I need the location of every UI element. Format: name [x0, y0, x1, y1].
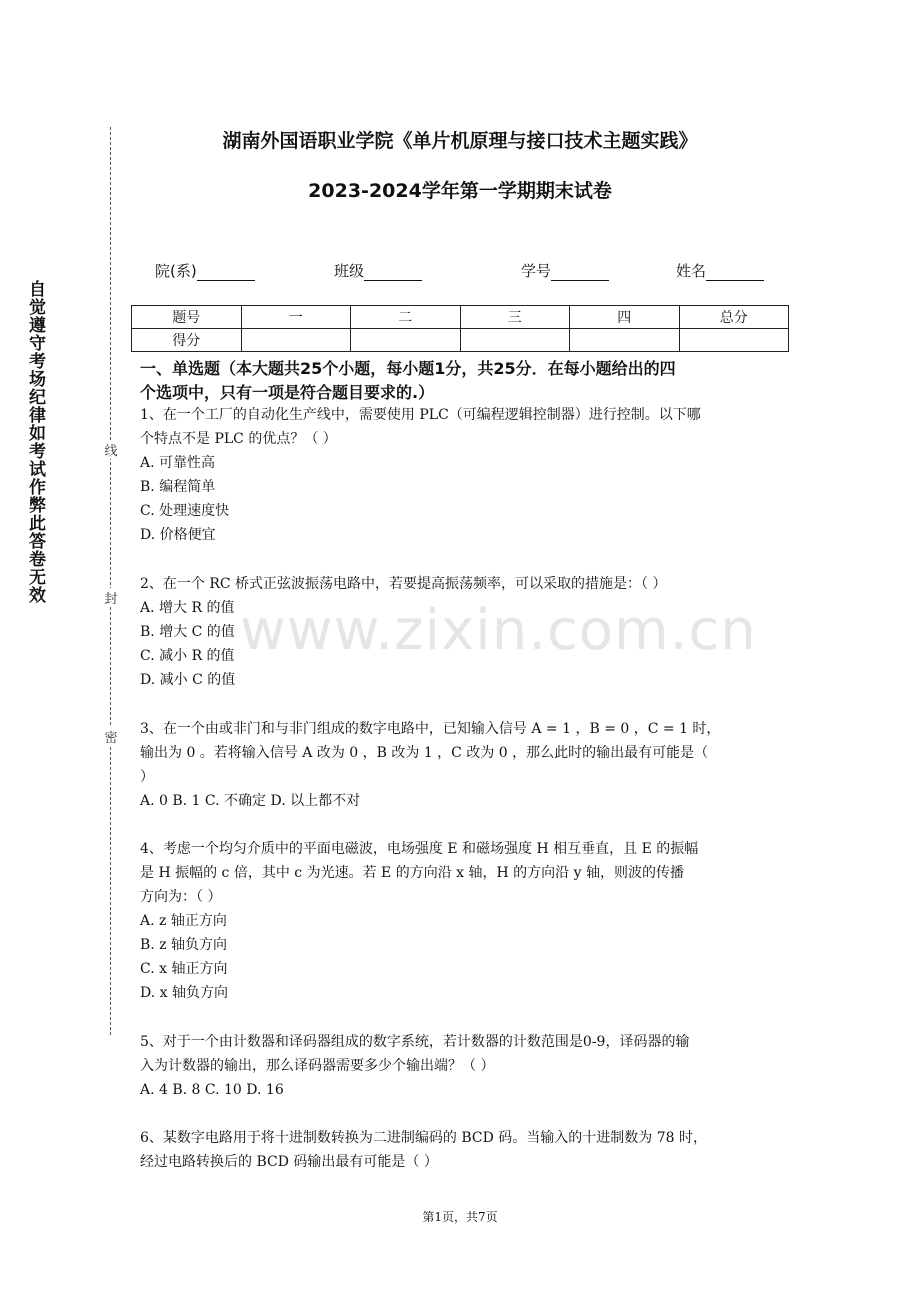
side-notice: 自觉遵守考场纪律如考试作弊此答卷无效 [25, 280, 45, 604]
question-text: 6、某数字电路用于将十进制数转换为二进制编码的 BCD 码。当输入的十进制数为 78 时， [140, 1130, 708, 1146]
name-label: 姓名 [676, 262, 707, 280]
score-header-cell: 一 [241, 306, 351, 329]
section1-heading-line2: 个选项中，只有一项是符合题目要求的.） [140, 383, 435, 402]
score-cell[interactable] [241, 329, 351, 352]
question-1 [140, 403, 800, 547]
binding-dashed-line [110, 127, 111, 1035]
class-label: 班级 [334, 262, 365, 280]
answer-option: A. 增大 R 的值 [140, 600, 235, 616]
answer-option: B. 编程简单 [140, 479, 216, 495]
question-text: 2、在一个 RC 桥式正弦波振荡电路中，若要提高振荡频率，可以采取的措施是：（ ） [140, 576, 667, 592]
name-blank[interactable] [706, 265, 764, 281]
score-header-cell: 三 [460, 306, 570, 329]
question-4 [140, 837, 800, 1005]
question-text: 入为计数器的输出，那么译码器需要多少个输出端？（ ） [140, 1058, 495, 1074]
score-header-cell: 题号 [132, 306, 242, 329]
question-text: 是 H 振幅的 c 倍，其中 c 为光速。若 E 的方向沿 x 轴，H 的方向沿 y 轴，则波的传播 [140, 865, 684, 881]
department-blank[interactable] [197, 265, 255, 281]
department-field[interactable] [155, 260, 255, 281]
score-header-cell: 总分 [679, 306, 789, 329]
seal-mark-line: 线 [101, 440, 121, 459]
section1-heading [140, 357, 785, 405]
question-text: 4、考虑一个均匀介质中的平面电磁波，电场强度 E 和磁场强度 H 相互垂直，且 E 的振幅 [140, 841, 699, 857]
class-blank[interactable] [364, 265, 422, 281]
score-header-cell: 四 [570, 306, 680, 329]
section1-heading-line1: 一、单选题（本大题共25个小题，每小题1分，共25分．在每小题给出的四 [140, 359, 676, 378]
department-label: 院(系) [155, 262, 197, 280]
score-cell[interactable] [679, 329, 789, 352]
answer-option: D. x 轴负方向 [140, 985, 228, 1001]
seal-mark-secret: 密 [101, 727, 121, 746]
answer-option: A. 4 B. 8 C. 10 D. 16 [140, 1082, 284, 1098]
answer-option: D. 价格便宜 [140, 527, 216, 543]
watermark: www.zixin.com.cn [240, 598, 757, 663]
answer-option: A. z 轴正方向 [140, 913, 227, 929]
score-cell[interactable] [570, 329, 680, 352]
page-footer: 第1页，共7页 [422, 1210, 498, 1224]
student-id-label: 学号 [521, 262, 552, 280]
question-text: ） [140, 769, 154, 785]
answer-option: C. x 轴正方向 [140, 961, 228, 977]
score-table [131, 305, 789, 352]
student-id-field[interactable] [521, 260, 609, 281]
exam-title-line1: 湖南外国语职业学院《单片机原理与接口技术主题实践》 [222, 130, 698, 152]
question-text: 个特点不是 PLC 的优点？（ ） [140, 431, 337, 447]
score-table-header-row [132, 306, 789, 329]
class-field[interactable] [334, 260, 422, 281]
question-2 [140, 572, 800, 692]
answer-option: C. 减小 R 的值 [140, 648, 235, 664]
answer-option: D. 减小 C 的值 [140, 672, 236, 688]
score-header-cell: 二 [351, 306, 461, 329]
answer-option: C. 处理速度快 [140, 503, 230, 519]
score-cell[interactable] [460, 329, 570, 352]
score-table-score-row [132, 329, 789, 352]
question-5 [140, 1030, 800, 1102]
question-text: 5、对于一个由计数器和译码器组成的数字系统，若计数器的计数范围是0-9，译码器的输 [140, 1034, 690, 1050]
question-3 [140, 717, 800, 813]
answer-option: A. 0 B. 1 C. 不确定 D. 以上都不对 [140, 793, 361, 809]
student-id-blank[interactable] [551, 265, 609, 281]
question-text: 方向为：（ ） [140, 889, 222, 905]
exam-title-line2: 2023-2024学年第一学期期末试卷 [308, 180, 612, 202]
seal-mark-seal: 封 [101, 588, 121, 607]
question-text: 经过电路转换后的 BCD 码输出最有可能是（ ） [140, 1154, 438, 1170]
score-row-label: 得分 [132, 329, 242, 352]
name-field[interactable] [676, 260, 764, 281]
question-text: 3、在一个由或非门和与非门组成的数字电路中，已知输入信号 A = 1 ，B = 0 ，C = 1 时， [140, 721, 721, 737]
answer-option: B. 增大 C 的值 [140, 624, 235, 640]
question-6 [140, 1126, 800, 1174]
answer-option: A. 可靠性高 [140, 455, 216, 471]
question-text: 1、在一个工厂的自动化生产线中，需要使用 PLC（可编程逻辑控制器）进行控制。以下哪 [140, 407, 701, 423]
answer-option: B. z 轴负方向 [140, 937, 228, 953]
question-text: 输出为 0 。若将输入信号 A 改为 0 ，B 改为 1 ，C 改为 0 ，那么此时的输出最有可能是（ [140, 745, 709, 761]
score-cell[interactable] [351, 329, 461, 352]
